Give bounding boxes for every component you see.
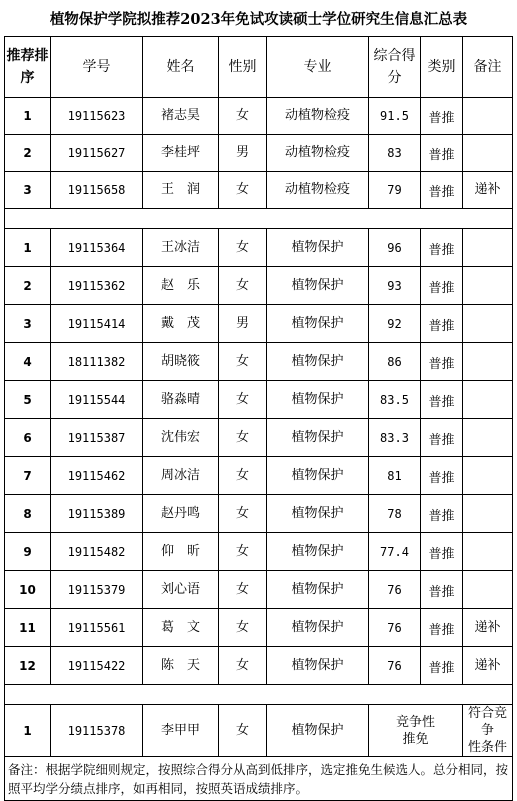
score-cell: 76 [369, 609, 421, 647]
score-cell: 83.5 [369, 381, 421, 419]
category-cell: 普推 [421, 229, 463, 267]
rank-cell: 3 [5, 172, 51, 209]
score-cell: 83.3 [369, 419, 421, 457]
name-cell: 沈伟宏 [143, 419, 219, 457]
gender-cell: 女 [219, 381, 267, 419]
gender-cell: 女 [219, 172, 267, 209]
major-cell: 植物保护 [267, 571, 369, 609]
rank-cell: 5 [5, 381, 51, 419]
category-cell: 普推 [421, 381, 463, 419]
remark-cell: 递补 [463, 647, 513, 685]
score-cell: 83 [369, 135, 421, 172]
remark-cell [463, 135, 513, 172]
student-id-cell: 19115462 [51, 457, 143, 495]
header-rank: 推荐排序 [5, 37, 51, 98]
student-id-cell: 19115364 [51, 229, 143, 267]
name-cell: 葛 文 [143, 609, 219, 647]
gender-cell: 女 [219, 533, 267, 571]
student-id-cell: 19115362 [51, 267, 143, 305]
header-student-id: 学号 [51, 37, 143, 98]
rank-cell: 1 [5, 98, 51, 135]
gender-cell: 女 [219, 571, 267, 609]
table-row [5, 305, 513, 343]
remark-line: 符合竞争 [467, 706, 507, 738]
student-id-cell: 19115387 [51, 419, 143, 457]
score-cell: 79 [369, 172, 421, 209]
category-cell: 普推 [421, 135, 463, 172]
rank-cell: 6 [5, 419, 51, 457]
separator-row [5, 209, 513, 229]
gender-cell: 女 [219, 98, 267, 135]
remark-cell [463, 495, 513, 533]
name-cell: 戴 茂 [143, 305, 219, 343]
separator-row [5, 685, 513, 705]
major-cell: 植物保护 [267, 609, 369, 647]
rank-cell: 2 [5, 135, 51, 172]
score-cell: 86 [369, 343, 421, 381]
remark-cell [463, 705, 513, 757]
category-cell: 普推 [421, 172, 463, 209]
name-cell: 李甲甲 [143, 705, 219, 757]
name-cell: 刘心语 [143, 571, 219, 609]
name-cell: 陈 天 [143, 647, 219, 685]
student-id-cell: 19115544 [51, 381, 143, 419]
name-cell: 赵丹鸣 [143, 495, 219, 533]
table-row [5, 419, 513, 457]
remark-cell [463, 98, 513, 135]
category-cell: 普推 [421, 419, 463, 457]
rank-cell: 2 [5, 267, 51, 305]
name-cell: 周冰洁 [143, 457, 219, 495]
category-line: 推免 [402, 731, 429, 747]
table-row [5, 533, 513, 571]
category-line: 竞争性 [395, 714, 435, 730]
major-cell: 植物保护 [267, 267, 369, 305]
gender-cell: 女 [219, 457, 267, 495]
score-cell: 91.5 [369, 98, 421, 135]
category-cell: 普推 [421, 495, 463, 533]
major-cell: 植物保护 [267, 647, 369, 685]
major-cell: 植物保护 [267, 419, 369, 457]
recommendation-table [4, 36, 513, 801]
category-cell: 普推 [421, 98, 463, 135]
gender-cell: 女 [219, 343, 267, 381]
name-cell: 李桂坪 [143, 135, 219, 172]
header-name: 姓名 [143, 37, 219, 98]
table-row [5, 172, 513, 209]
remark-cell [463, 571, 513, 609]
category-cell [369, 705, 463, 757]
category-cell: 普推 [421, 267, 463, 305]
category-cell: 普推 [421, 457, 463, 495]
student-id-cell: 19115378 [51, 705, 143, 757]
gender-cell: 女 [219, 705, 267, 757]
name-cell: 赵 乐 [143, 267, 219, 305]
note-text: 备注：根据学院细则规定，按照综合得分从高到低排序，选定推免生候选人。总分相同，按照平均学分绩点排序，如再相同，按照英语成绩排序。 [5, 757, 513, 801]
name-cell: 王冰洁 [143, 229, 219, 267]
gender-cell: 女 [219, 495, 267, 533]
category-cell: 普推 [421, 571, 463, 609]
remark-cell [463, 229, 513, 267]
major-cell: 植物保护 [267, 381, 369, 419]
category-cell: 普推 [421, 343, 463, 381]
rank-cell: 7 [5, 457, 51, 495]
gender-cell: 女 [219, 229, 267, 267]
rank-cell: 12 [5, 647, 51, 685]
student-id-cell: 19115561 [51, 609, 143, 647]
page-title: 植物保护学院拟推荐2023年免试攻读硕士学位研究生信息汇总表 [49, 10, 468, 28]
header-major: 专业 [267, 37, 369, 98]
major-cell: 动植物检疫 [267, 98, 369, 135]
student-id-cell: 19115658 [51, 172, 143, 209]
note-row [5, 757, 513, 801]
name-cell: 褚志昊 [143, 98, 219, 135]
rank-cell: 10 [5, 571, 51, 609]
table-row [5, 98, 513, 135]
gender-cell: 男 [219, 135, 267, 172]
gender-cell: 女 [219, 647, 267, 685]
header-row [5, 37, 513, 98]
table-row [5, 229, 513, 267]
name-cell: 骆淼晴 [143, 381, 219, 419]
table-row [5, 135, 513, 172]
remark-cell [463, 381, 513, 419]
remark-cell [463, 533, 513, 571]
student-id-cell: 19115482 [51, 533, 143, 571]
score-cell: 78 [369, 495, 421, 533]
rank-cell: 4 [5, 343, 51, 381]
score-cell: 76 [369, 647, 421, 685]
gender-cell: 女 [219, 419, 267, 457]
gender-cell: 男 [219, 305, 267, 343]
table-row [5, 571, 513, 609]
rank-cell: 9 [5, 533, 51, 571]
table-row [5, 705, 513, 757]
score-cell: 77.4 [369, 533, 421, 571]
remark-cell [463, 267, 513, 305]
student-id-cell: 19115414 [51, 305, 143, 343]
remark-cell [463, 305, 513, 343]
table-row [5, 647, 513, 685]
header-score: 综合得分 [369, 37, 421, 98]
score-cell: 92 [369, 305, 421, 343]
remark-cell: 递补 [463, 172, 513, 209]
major-cell: 植物保护 [267, 533, 369, 571]
table-row [5, 343, 513, 381]
student-id-cell: 19115422 [51, 647, 143, 685]
category-cell: 普推 [421, 647, 463, 685]
major-cell: 植物保护 [267, 305, 369, 343]
major-cell: 植物保护 [267, 343, 369, 381]
rank-cell: 1 [5, 705, 51, 757]
gender-cell: 女 [219, 609, 267, 647]
score-cell: 81 [369, 457, 421, 495]
table-row [5, 381, 513, 419]
table-row [5, 457, 513, 495]
header-gender: 性别 [219, 37, 267, 98]
major-cell: 植物保护 [267, 457, 369, 495]
major-cell: 植物保护 [267, 229, 369, 267]
table-row [5, 609, 513, 647]
category-cell: 普推 [421, 305, 463, 343]
gender-cell: 女 [219, 267, 267, 305]
remark-cell [463, 343, 513, 381]
remark-cell [463, 457, 513, 495]
major-cell: 植物保护 [267, 705, 369, 757]
remark-cell [463, 419, 513, 457]
rank-cell: 8 [5, 495, 51, 533]
separator-cell [5, 209, 513, 229]
name-cell: 胡晓筱 [143, 343, 219, 381]
student-id-cell: 19115379 [51, 571, 143, 609]
student-id-cell: 19115389 [51, 495, 143, 533]
category-cell: 普推 [421, 609, 463, 647]
separator-cell [5, 685, 513, 705]
student-id-cell: 18111382 [51, 343, 143, 381]
table-row [5, 495, 513, 533]
header-remark: 备注 [463, 37, 513, 98]
score-cell: 76 [369, 571, 421, 609]
rank-cell: 1 [5, 229, 51, 267]
name-cell: 王 润 [143, 172, 219, 209]
category-cell: 普推 [421, 533, 463, 571]
major-cell: 动植物检疫 [267, 135, 369, 172]
table-row [5, 267, 513, 305]
remark-line: 性条件 [467, 740, 507, 755]
score-cell: 93 [369, 267, 421, 305]
remark-cell: 递补 [463, 609, 513, 647]
header-category: 类别 [421, 37, 463, 98]
student-id-cell: 19115623 [51, 98, 143, 135]
student-id-cell: 19115627 [51, 135, 143, 172]
rank-cell: 11 [5, 609, 51, 647]
score-cell: 96 [369, 229, 421, 267]
name-cell: 仰 昕 [143, 533, 219, 571]
major-cell: 动植物检疫 [267, 172, 369, 209]
major-cell: 植物保护 [267, 495, 369, 533]
rank-cell: 3 [5, 305, 51, 343]
